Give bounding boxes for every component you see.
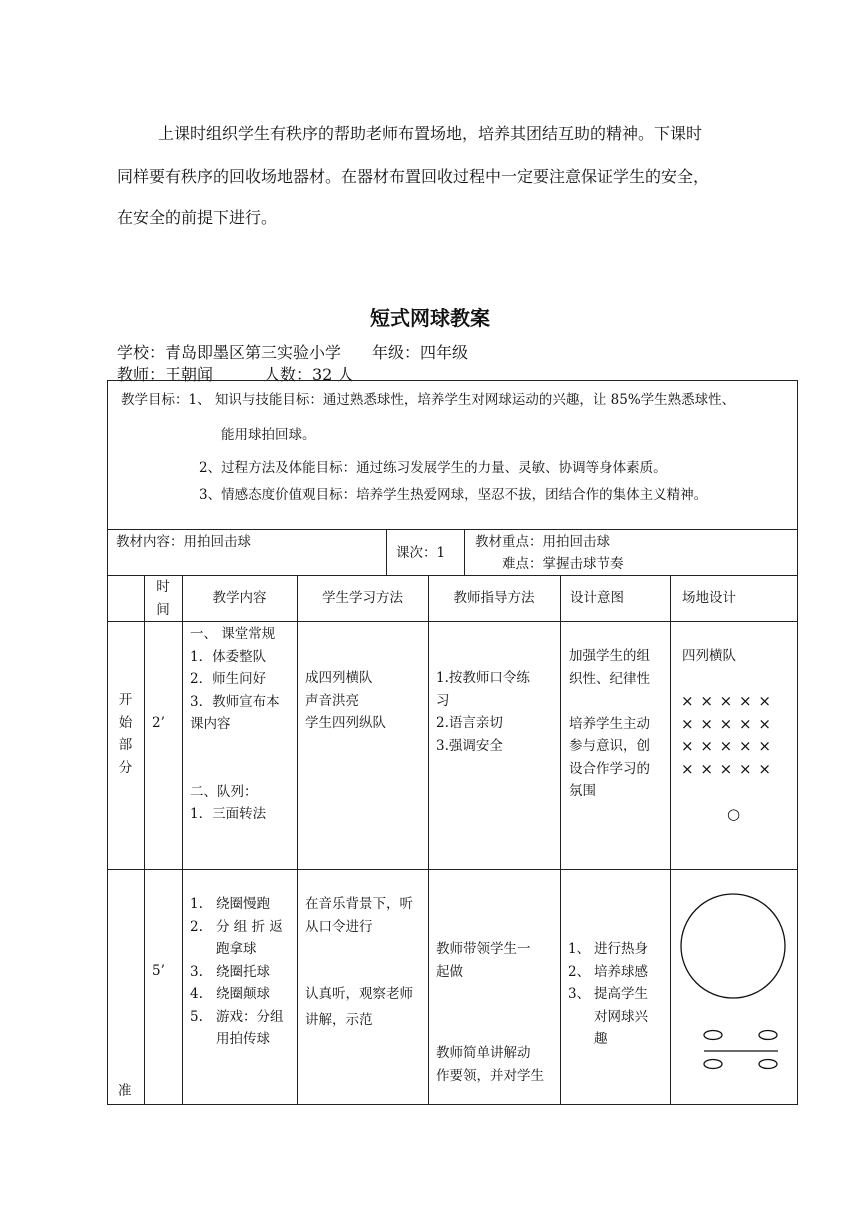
difficulty-point: 难点：掌握击球节奏: [502, 556, 624, 572]
row1-teacher-method: 1.按教师口令练 习 2.语言亲切 3.强调安全: [436, 670, 530, 754]
row1-venue-label: 四列横队: [682, 648, 736, 664]
row1-design-intent: 加强学生的组 织性、纪律性 培养学生主动 参与意识，创 设合作学习的 氛围: [569, 648, 650, 799]
intro-line-3: 在安全的前提下进行。: [117, 208, 278, 227]
player-marker-icon: [704, 1031, 722, 1040]
divider: [428, 575, 429, 1105]
player-marker-icon: [759, 1060, 777, 1069]
divider: [560, 575, 561, 1105]
warmup-field-diagram: [671, 870, 797, 1104]
header-time: 时 间: [156, 579, 170, 618]
row2-design-intent: 1、 进行热身 2、 培养球感 3、 提高学生 对网球兴 趣: [568, 941, 648, 1047]
student-count-label: 人数：32 人: [264, 365, 354, 384]
row1-student-method: 成四列横队 声音洪亮 学生四列纵队: [305, 670, 386, 731]
header-design-intent: 设计意图: [570, 590, 624, 606]
section-start: 开 始 部 分: [118, 692, 133, 776]
key-point: 教材重点：用拍回击球: [475, 534, 610, 550]
formation-row: × × × × ×: [681, 759, 772, 778]
divider: [107, 621, 798, 622]
divider: [144, 575, 145, 1105]
divider: [107, 529, 798, 530]
section-prep: 准: [118, 1083, 132, 1099]
material-content: 教材内容：用拍回击球: [116, 534, 251, 550]
row1-time: 2’: [152, 715, 165, 731]
header-teacher-method: 教师指导方法: [453, 590, 535, 606]
formation-row: × × × × ×: [681, 692, 772, 710]
header-venue-design: 场地设计: [682, 590, 736, 606]
lesson-number: 课次：1: [396, 545, 446, 561]
divider: [297, 575, 298, 1105]
goal-2: 2、过程方法及体能目标：通过练习发展学生的力量、灵敏、协调等身体素质。: [199, 460, 667, 476]
intro-line-2: 同样要有秩序的回收场地器材。在器材布置回收过程中一定要注意保证学生的安全，: [117, 167, 710, 186]
row2-student-method: 在音乐背景下，听 从口令进行 认真听，观察老师 讲解，示范: [305, 896, 413, 1028]
row2-teacher-method: 教师带领学生一 起做 教师简单讲解动 作要领，并对学生: [436, 941, 544, 1084]
formation-row: × × × × ×: [681, 714, 772, 733]
row2-content: 1. 绕圈慢跑 2. 分 组 折 返 跑拿球 3. 绕圈托球 4. 绕圈颠球 5. 游戏：分组 用拍传球: [190, 896, 284, 1047]
divider: [386, 529, 387, 575]
document-title: 短式网球教案: [370, 306, 490, 330]
school-label: 学校：青岛即墨区第三实验小学: [117, 343, 342, 362]
intro-line-1: 上课时组织学生有秩序的帮助老师布置场地，培养其团结互助的精神。下课时: [158, 124, 703, 143]
divider: [182, 575, 183, 1105]
header-student-method: 学生学习方法: [322, 590, 403, 606]
running-circle-icon: [681, 894, 785, 998]
teacher-label: 教师：王朝闻: [117, 365, 214, 384]
formation-grid: [681, 690, 772, 780]
player-marker-icon: [759, 1031, 777, 1040]
goal-1-line-2: 能用球拍回球。: [221, 427, 316, 443]
divider: [464, 529, 465, 575]
teacher-position-marker: ○: [727, 805, 741, 823]
goal-1-line-1: 教学目标：1、 知识与技能目标：通过熟悉球性，培养学生对网球运动的兴趣，让 85%学生熟悉球性、: [121, 392, 736, 408]
header-content: 教学内容: [212, 590, 267, 606]
row2-time: 5’: [152, 963, 165, 979]
player-marker-icon: [704, 1060, 722, 1069]
divider: [107, 575, 798, 576]
row1-content: 一、 课堂常规 1．体委整队 2．师生问好 3．教师宣布本 课内容 二、队列： 1．三面转法: [190, 626, 280, 822]
grade-label: 年级：四年级: [372, 343, 469, 362]
formation-row: × × × × ×: [681, 737, 772, 755]
goal-3: 3、情感态度价值观目标：培养学生热爱网球，坚忍不拔，团结合作的集体主义精神。: [199, 487, 708, 503]
